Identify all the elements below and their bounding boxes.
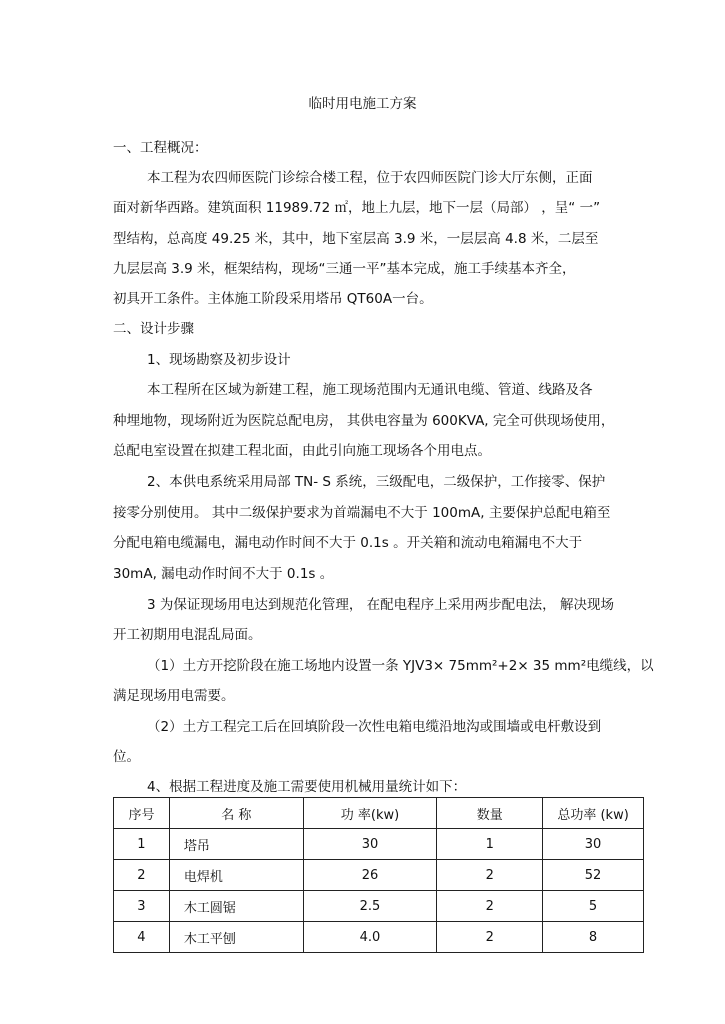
table-cell: 2 <box>437 922 543 953</box>
table-cell: 木工平刨 <box>169 922 303 953</box>
paragraph-line: 种埋地物，现场附近为医院总配电房， 其供电容量为 600KVA, 完全可供现场使用， <box>113 413 615 429</box>
table-cell: 电焊机 <box>169 860 303 891</box>
paragraph-line: 2、本供电系统采用局部 TN- S 系统，三级配电，二级保护，工作接零、保护 <box>147 474 606 490</box>
paragraph-line: 初具开工条件。主体施工阶段采用塔吊 QT60A一台。 <box>113 291 433 307</box>
paragraph-line: 满足现场用电需要。 <box>113 688 235 704</box>
table-row <box>114 891 644 922</box>
paragraph-line: （2）土方工程完工后在回填阶段一次性电箱电缆沿地沟或围墙或电杆敷设到 <box>147 719 602 735</box>
table-cell: 3 <box>114 891 170 922</box>
section-heading-overview: 一、工程概况： <box>113 140 208 156</box>
paragraph-line: 30mA, 漏电动作时间不大于 0.1s 。 <box>113 566 334 582</box>
table-cell: 4.0 <box>303 922 437 953</box>
table-cell: 2 <box>437 860 543 891</box>
table-cell: 52 <box>543 860 644 891</box>
paragraph-line: 本工程为农四师医院门诊综合楼工程，位于农四师医院门诊大厅东侧，正面 <box>147 170 593 186</box>
table-cell: 2 <box>437 891 543 922</box>
table-cell: 8 <box>543 922 644 953</box>
document-title: 临时用电施工方案 <box>308 96 417 112</box>
header-cell: 总功率 (kw) <box>543 798 644 829</box>
paragraph-line: 本工程所在区域为新建工程，施工现场范围内无通讯电缆、管道、线路及各 <box>147 382 593 398</box>
table-row <box>114 922 644 953</box>
table-row <box>114 860 644 891</box>
paragraph-line: 面对新华西路。建筑面积 11989.72 ㎡，地上九层，地下一层（局部） ，呈“ 一” <box>113 200 601 216</box>
paragraph-line: 开工初期用电混乱局面。 <box>113 627 262 643</box>
header-cell: 序号 <box>114 798 170 829</box>
header-cell: 数量 <box>437 798 543 829</box>
paragraph-line: 3 为保证现场用电达到规范化管理， 在配电程序上采用两步配电法， 解决现场 <box>147 597 614 613</box>
paragraph-line: 型结构，总高度 49.25 米，其中，地下室层高 3.9 米，一层层高 4.8 米，二层至 <box>113 231 599 247</box>
table-header-row <box>114 798 644 829</box>
table-cell: 2 <box>114 860 170 891</box>
table-cell: 1 <box>437 829 543 860</box>
table-cell: 1 <box>114 829 170 860</box>
table-cell: 木工圆锯 <box>169 891 303 922</box>
table-cell: 塔吊 <box>169 829 303 860</box>
machinery-table <box>113 797 644 953</box>
table-cell: 30 <box>303 829 437 860</box>
section-heading-design: 二、设计步骤 <box>113 321 194 337</box>
table-row <box>114 829 644 860</box>
table-cell: 26 <box>303 860 437 891</box>
paragraph-line: 位。 <box>113 749 140 765</box>
table-cell: 2.5 <box>303 891 437 922</box>
table-cell: 4 <box>114 922 170 953</box>
paragraph-line: （1）土方开挖阶段在施工场地内设置一条 YJV3× 75mm²+2× 35 mm²电缆线，以 <box>147 658 654 674</box>
table-cell: 30 <box>543 829 644 860</box>
table-cell: 5 <box>543 891 644 922</box>
subsection-heading: 1、现场勘察及初步设计 <box>147 352 291 368</box>
subsection-heading: 4、根据工程进度及施工需要使用机械用量统计如下： <box>147 779 467 795</box>
paragraph-line: 九层层高 3.9 米，框架结构，现场“三通一平”基本完成，施工手续基本齐全， <box>113 261 576 277</box>
header-cell: 功 率(kw) <box>303 798 437 829</box>
paragraph-line: 总配电室设置在拟建工程北面，由此引向施工现场各个用电点。 <box>113 443 491 459</box>
paragraph-line: 接零分别使用。 其中二级保护要求为首端漏电不大于 100mA, 主要保护总配电箱至 <box>113 505 611 521</box>
header-cell: 名 称 <box>169 798 303 829</box>
paragraph-line: 分配电箱电缆漏电，漏电动作时间不大于 0.1s 。开关箱和流动电箱漏电不大于 <box>113 535 583 551</box>
